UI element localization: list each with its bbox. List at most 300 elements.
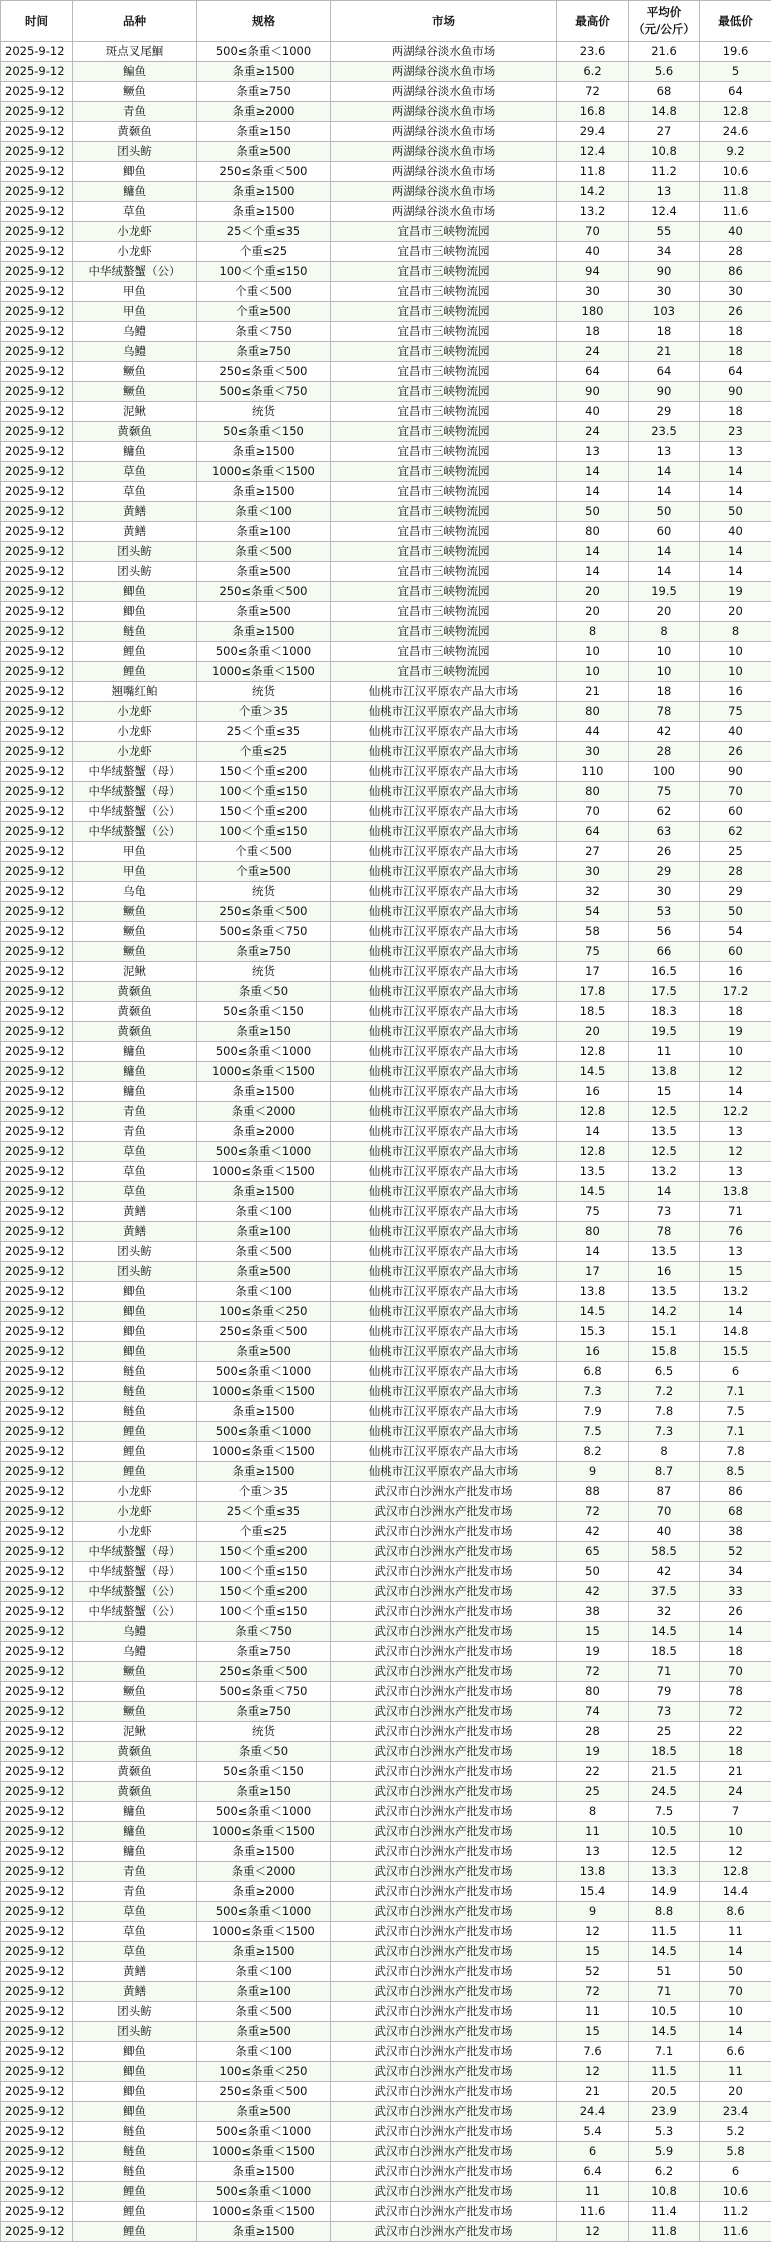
cell-max-price: 13.8: [557, 1862, 629, 1882]
cell-max-price: 21: [557, 682, 629, 702]
table-row: [1, 842, 771, 862]
cell-market: 武汉市白沙洲水产批发市场: [331, 1822, 557, 1842]
cell-min-price: 71: [700, 1202, 771, 1222]
cell-avg-price: 79: [629, 1682, 700, 1702]
cell-spec: 条重＜500: [197, 2002, 331, 2022]
table-row: [1, 1482, 771, 1502]
cell-max-price: 24.4: [557, 2102, 629, 2122]
cell-spec: 条重≥100: [197, 1222, 331, 1242]
table-row: [1, 1962, 771, 1982]
table-row: [1, 1182, 771, 1202]
cell-time: 2025-9-12: [1, 122, 73, 142]
table-row: [1, 1562, 771, 1582]
cell-market: 武汉市白沙洲水产批发市场: [331, 1782, 557, 1802]
cell-time: 2025-9-12: [1, 482, 73, 502]
cell-max-price: 30: [557, 282, 629, 302]
cell-min-price: 23: [700, 422, 771, 442]
cell-spec: 条重＜500: [197, 542, 331, 562]
cell-variety: 黄鳝: [73, 522, 197, 542]
cell-market: 仙桃市江汉平原农产品大市场: [331, 1362, 557, 1382]
table-row: [1, 1322, 771, 1342]
cell-spec: 100≤条重＜250: [197, 1302, 331, 1322]
table-row: [1, 1342, 771, 1362]
table-row: [1, 722, 771, 742]
cell-spec: 条重≥1500: [197, 482, 331, 502]
table-row: [1, 302, 771, 322]
cell-variety: 黄颡鱼: [73, 1022, 197, 1042]
cell-market: 仙桃市江汉平原农产品大市场: [331, 1302, 557, 1322]
cell-max-price: 14.5: [557, 1062, 629, 1082]
cell-time: 2025-9-12: [1, 1662, 73, 1682]
table-row: [1, 762, 771, 782]
cell-market: 仙桃市江汉平原农产品大市场: [331, 962, 557, 982]
cell-variety: 小龙虾: [73, 702, 197, 722]
cell-avg-price: 62: [629, 802, 700, 822]
cell-time: 2025-9-12: [1, 382, 73, 402]
cell-market: 武汉市白沙洲水产批发市场: [331, 2182, 557, 2202]
cell-min-price: 28: [700, 862, 771, 882]
cell-min-price: 14.8: [700, 1322, 771, 1342]
cell-time: 2025-9-12: [1, 422, 73, 442]
table-row: [1, 622, 771, 642]
cell-variety: 鳜鱼: [73, 1702, 197, 1722]
cell-avg-price: 18.5: [629, 1642, 700, 1662]
cell-variety: 鳜鱼: [73, 942, 197, 962]
table-row: [1, 1742, 771, 1762]
cell-min-price: 50: [700, 502, 771, 522]
cell-avg-price: 58.5: [629, 1542, 700, 1562]
cell-min-price: 52: [700, 1542, 771, 1562]
cell-avg-price: 30: [629, 282, 700, 302]
table-row: [1, 342, 771, 362]
cell-min-price: 60: [700, 802, 771, 822]
cell-spec: 条重＜750: [197, 1622, 331, 1642]
cell-avg-price: 64: [629, 362, 700, 382]
cell-variety: 乌鳢: [73, 1642, 197, 1662]
cell-variety: 鲫鱼: [73, 1282, 197, 1302]
cell-max-price: 9: [557, 1902, 629, 1922]
table-row: [1, 222, 771, 242]
cell-avg-price: 23.5: [629, 422, 700, 442]
cell-max-price: 80: [557, 702, 629, 722]
cell-market: 仙桃市江汉平原农产品大市场: [331, 982, 557, 1002]
cell-avg-price: 11.2: [629, 162, 700, 182]
cell-time: 2025-9-12: [1, 722, 73, 742]
cell-spec: 个重≤25: [197, 742, 331, 762]
cell-market: 宜昌市三峡物流园: [331, 442, 557, 462]
cell-variety: 鲤鱼: [73, 662, 197, 682]
cell-avg-price: 15: [629, 1082, 700, 1102]
cell-market: 仙桃市江汉平原农产品大市场: [331, 722, 557, 742]
cell-time: 2025-9-12: [1, 1942, 73, 1962]
cell-max-price: 14: [557, 562, 629, 582]
cell-time: 2025-9-12: [1, 1502, 73, 1522]
cell-spec: 条重≥500: [197, 2102, 331, 2122]
cell-max-price: 11: [557, 2182, 629, 2202]
cell-variety: 甲鱼: [73, 302, 197, 322]
cell-time: 2025-9-12: [1, 282, 73, 302]
cell-time: 2025-9-12: [1, 1462, 73, 1482]
table-row: [1, 2042, 771, 2062]
cell-spec: 条重＜100: [197, 2042, 331, 2062]
cell-variety: 鲢鱼: [73, 1402, 197, 1422]
cell-market: 武汉市白沙洲水产批发市场: [331, 1522, 557, 1542]
table-row: [1, 2162, 771, 2182]
table-row: [1, 382, 771, 402]
cell-spec: 25＜个重≤35: [197, 222, 331, 242]
cell-min-price: 12.8: [700, 1862, 771, 1882]
cell-avg-price: 14.9: [629, 1882, 700, 1902]
cell-max-price: 11.8: [557, 162, 629, 182]
cell-max-price: 12.4: [557, 142, 629, 162]
cell-market: 仙桃市江汉平原农产品大市场: [331, 1222, 557, 1242]
cell-avg-price: 14.5: [629, 1942, 700, 1962]
cell-min-price: 10: [700, 642, 771, 662]
cell-market: 仙桃市江汉平原农产品大市场: [331, 1122, 557, 1142]
cell-max-price: 65: [557, 1542, 629, 1562]
cell-variety: 鲤鱼: [73, 1422, 197, 1442]
cell-market: 仙桃市江汉平原农产品大市场: [331, 762, 557, 782]
cell-time: 2025-9-12: [1, 1202, 73, 1222]
cell-max-price: 52: [557, 1962, 629, 1982]
cell-max-price: 20: [557, 602, 629, 622]
table-row: [1, 1642, 771, 1662]
cell-time: 2025-9-12: [1, 2022, 73, 2042]
cell-variety: 草鱼: [73, 1162, 197, 1182]
cell-time: 2025-9-12: [1, 1682, 73, 1702]
cell-variety: 小龙虾: [73, 1502, 197, 1522]
cell-market: 两湖绿谷淡水鱼市场: [331, 102, 557, 122]
cell-min-price: 14: [700, 562, 771, 582]
cell-spec: 条重≥500: [197, 1262, 331, 1282]
cell-avg-price: 63: [629, 822, 700, 842]
cell-min-price: 7.8: [700, 1442, 771, 1462]
cell-min-price: 8: [700, 622, 771, 642]
cell-market: 仙桃市江汉平原农产品大市场: [331, 1022, 557, 1042]
cell-variety: 团头鲂: [73, 2022, 197, 2042]
cell-time: 2025-9-12: [1, 982, 73, 1002]
cell-variety: 泥鳅: [73, 962, 197, 982]
cell-spec: 500≤条重＜1000: [197, 1042, 331, 1062]
cell-time: 2025-9-12: [1, 1062, 73, 1082]
cell-max-price: 30: [557, 742, 629, 762]
header-avg-price-label: 平均价: [647, 5, 682, 19]
cell-max-price: 7.9: [557, 1402, 629, 1422]
cell-variety: 黄鳝: [73, 1222, 197, 1242]
cell-min-price: 25: [700, 842, 771, 862]
cell-min-price: 64: [700, 82, 771, 102]
cell-spec: 条重＜2000: [197, 1102, 331, 1122]
cell-min-price: 90: [700, 762, 771, 782]
cell-min-price: 75: [700, 702, 771, 722]
cell-spec: 1000≤条重＜1500: [197, 1922, 331, 1942]
cell-spec: 100≤条重＜250: [197, 2062, 331, 2082]
cell-max-price: 24: [557, 422, 629, 442]
cell-max-price: 13: [557, 1842, 629, 1862]
cell-min-price: 13.8: [700, 1182, 771, 1202]
cell-time: 2025-9-12: [1, 922, 73, 942]
cell-time: 2025-9-12: [1, 302, 73, 322]
cell-market: 武汉市白沙洲水产批发市场: [331, 1842, 557, 1862]
cell-variety: 小龙虾: [73, 1482, 197, 1502]
cell-avg-price: 12.5: [629, 1102, 700, 1122]
cell-min-price: 17.2: [700, 982, 771, 1002]
cell-max-price: 180: [557, 302, 629, 322]
cell-max-price: 8: [557, 1802, 629, 1822]
cell-variety: 团头鲂: [73, 1262, 197, 1282]
cell-avg-price: 14.5: [629, 1622, 700, 1642]
cell-min-price: 90: [700, 382, 771, 402]
cell-variety: 鲢鱼: [73, 2122, 197, 2142]
cell-min-price: 10.6: [700, 162, 771, 182]
cell-avg-price: 37.5: [629, 1582, 700, 1602]
cell-avg-price: 34: [629, 242, 700, 262]
cell-time: 2025-9-12: [1, 1822, 73, 1842]
cell-market: 武汉市白沙洲水产批发市场: [331, 1902, 557, 1922]
table-row: [1, 1542, 771, 1562]
cell-spec: 个重＜500: [197, 282, 331, 302]
table-row: [1, 42, 771, 62]
cell-min-price: 19.6: [700, 42, 771, 62]
cell-avg-price: 11: [629, 1042, 700, 1062]
cell-time: 2025-9-12: [1, 142, 73, 162]
table-row: [1, 122, 771, 142]
cell-min-price: 6: [700, 2162, 771, 2182]
cell-spec: 1000≤条重＜1500: [197, 662, 331, 682]
cell-min-price: 23.4: [700, 2102, 771, 2122]
cell-max-price: 10: [557, 642, 629, 662]
cell-min-price: 8.5: [700, 1462, 771, 1482]
cell-max-price: 13.2: [557, 202, 629, 222]
table-row: [1, 62, 771, 82]
cell-variety: 鲫鱼: [73, 162, 197, 182]
cell-spec: 条重≥150: [197, 1782, 331, 1802]
cell-time: 2025-9-12: [1, 2102, 73, 2122]
cell-avg-price: 18: [629, 322, 700, 342]
table-row: [1, 462, 771, 482]
cell-market: 两湖绿谷淡水鱼市场: [331, 202, 557, 222]
cell-avg-price: 11.8: [629, 2222, 700, 2242]
cell-variety: 草鱼: [73, 1182, 197, 1202]
cell-max-price: 12: [557, 1922, 629, 1942]
cell-time: 2025-9-12: [1, 242, 73, 262]
cell-min-price: 34: [700, 1562, 771, 1582]
cell-spec: 500≤条重＜1000: [197, 2122, 331, 2142]
cell-market: 宜昌市三峡物流园: [331, 422, 557, 442]
cell-max-price: 6.4: [557, 2162, 629, 2182]
cell-avg-price: 10: [629, 642, 700, 662]
cell-spec: 250≤条重＜500: [197, 162, 331, 182]
cell-time: 2025-9-12: [1, 1782, 73, 1802]
cell-market: 宜昌市三峡物流园: [331, 302, 557, 322]
cell-min-price: 30: [700, 282, 771, 302]
cell-variety: 黄颡鱼: [73, 982, 197, 1002]
cell-variety: 草鱼: [73, 1942, 197, 1962]
cell-spec: 50≤条重＜150: [197, 1002, 331, 1022]
cell-avg-price: 60: [629, 522, 700, 542]
cell-time: 2025-9-12: [1, 1762, 73, 1782]
cell-time: 2025-9-12: [1, 1862, 73, 1882]
cell-market: 仙桃市江汉平原农产品大市场: [331, 1102, 557, 1122]
cell-time: 2025-9-12: [1, 1522, 73, 1542]
table-row: [1, 522, 771, 542]
cell-spec: 1000≤条重＜1500: [197, 462, 331, 482]
cell-market: 仙桃市江汉平原农产品大市场: [331, 1262, 557, 1282]
cell-spec: 250≤条重＜500: [197, 902, 331, 922]
cell-max-price: 42: [557, 1582, 629, 1602]
cell-max-price: 7.3: [557, 1382, 629, 1402]
cell-avg-price: 78: [629, 1222, 700, 1242]
cell-spec: 250≤条重＜500: [197, 1662, 331, 1682]
cell-min-price: 6.6: [700, 2042, 771, 2062]
cell-time: 2025-9-12: [1, 2222, 73, 2242]
cell-max-price: 72: [557, 1662, 629, 1682]
cell-max-price: 5.4: [557, 2122, 629, 2142]
cell-max-price: 20: [557, 582, 629, 602]
cell-max-price: 64: [557, 362, 629, 382]
cell-variety: 草鱼: [73, 482, 197, 502]
cell-max-price: 72: [557, 82, 629, 102]
cell-variety: 黄颡鱼: [73, 422, 197, 442]
cell-min-price: 11: [700, 1922, 771, 1942]
table-row: [1, 1222, 771, 1242]
cell-spec: 条重＜50: [197, 982, 331, 1002]
cell-spec: 条重≥1500: [197, 2222, 331, 2242]
cell-min-price: 11.2: [700, 2202, 771, 2222]
cell-spec: 条重≥100: [197, 1982, 331, 2002]
cell-min-price: 14: [700, 542, 771, 562]
cell-min-price: 14: [700, 1302, 771, 1322]
cell-min-price: 12: [700, 1842, 771, 1862]
cell-spec: 25＜个重≤35: [197, 722, 331, 742]
cell-spec: 500≤条重＜1000: [197, 1422, 331, 1442]
cell-spec: 条重＜100: [197, 1202, 331, 1222]
cell-variety: 鲤鱼: [73, 1442, 197, 1462]
cell-min-price: 20: [700, 602, 771, 622]
cell-spec: 50≤条重＜150: [197, 422, 331, 442]
header-row: [1, 1, 771, 42]
cell-min-price: 60: [700, 942, 771, 962]
cell-variety: 鲢鱼: [73, 1362, 197, 1382]
cell-variety: 鳜鱼: [73, 1682, 197, 1702]
cell-min-price: 10: [700, 2002, 771, 2022]
cell-market: 武汉市白沙洲水产批发市场: [331, 1862, 557, 1882]
cell-variety: 中华绒螯蟹（公）: [73, 1602, 197, 1622]
cell-time: 2025-9-12: [1, 1982, 73, 2002]
cell-min-price: 12: [700, 1142, 771, 1162]
cell-market: 武汉市白沙洲水产批发市场: [331, 1802, 557, 1822]
cell-min-price: 26: [700, 1602, 771, 1622]
cell-variety: 中华绒螯蟹（母）: [73, 1542, 197, 1562]
cell-variety: 黄鳝: [73, 502, 197, 522]
cell-time: 2025-9-12: [1, 962, 73, 982]
cell-spec: 条重≥1500: [197, 2162, 331, 2182]
cell-spec: 500≤条重＜1000: [197, 1362, 331, 1382]
cell-market: 宜昌市三峡物流园: [331, 562, 557, 582]
cell-avg-price: 29: [629, 862, 700, 882]
cell-market: 仙桃市江汉平原农产品大市场: [331, 782, 557, 802]
cell-max-price: 23.6: [557, 42, 629, 62]
cell-min-price: 5.8: [700, 2142, 771, 2162]
table-row: [1, 502, 771, 522]
table-row: [1, 1622, 771, 1642]
cell-variety: 中华绒螯蟹（母）: [73, 782, 197, 802]
cell-variety: 小龙虾: [73, 242, 197, 262]
cell-market: 宜昌市三峡物流园: [331, 482, 557, 502]
cell-variety: 鳙鱼: [73, 442, 197, 462]
cell-variety: 鳙鱼: [73, 1082, 197, 1102]
cell-min-price: 7.1: [700, 1422, 771, 1442]
cell-market: 武汉市白沙洲水产批发市场: [331, 1562, 557, 1582]
cell-avg-price: 8: [629, 622, 700, 642]
cell-market: 宜昌市三峡物流园: [331, 282, 557, 302]
cell-variety: 小龙虾: [73, 722, 197, 742]
cell-avg-price: 71: [629, 1662, 700, 1682]
cell-spec: 个重＜500: [197, 842, 331, 862]
cell-time: 2025-9-12: [1, 1582, 73, 1602]
table-row: [1, 1042, 771, 1062]
header-min-price: 最低价: [700, 1, 771, 42]
cell-spec: 条重＜500: [197, 1242, 331, 1262]
table-row: [1, 1922, 771, 1942]
cell-avg-price: 14.8: [629, 102, 700, 122]
cell-max-price: 72: [557, 1502, 629, 1522]
cell-spec: 500≤条重＜1000: [197, 1902, 331, 1922]
cell-max-price: 70: [557, 222, 629, 242]
cell-time: 2025-9-12: [1, 2062, 73, 2082]
table-row: [1, 2002, 771, 2022]
cell-variety: 小龙虾: [73, 1522, 197, 1542]
cell-time: 2025-9-12: [1, 1422, 73, 1442]
cell-avg-price: 42: [629, 1562, 700, 1582]
cell-avg-price: 7.3: [629, 1422, 700, 1442]
cell-spec: 条重≥1500: [197, 62, 331, 82]
table-row: [1, 1002, 771, 1022]
cell-time: 2025-9-12: [1, 662, 73, 682]
cell-max-price: 16: [557, 1342, 629, 1362]
cell-spec: 250≤条重＜500: [197, 2082, 331, 2102]
cell-avg-price: 23.9: [629, 2102, 700, 2122]
cell-market: 宜昌市三峡物流园: [331, 242, 557, 262]
cell-time: 2025-9-12: [1, 1142, 73, 1162]
cell-avg-price: 30: [629, 882, 700, 902]
cell-spec: 1000≤条重＜1500: [197, 1162, 331, 1182]
table-row: [1, 1402, 771, 1422]
cell-min-price: 12.8: [700, 102, 771, 122]
cell-market: 宜昌市三峡物流园: [331, 342, 557, 362]
cell-time: 2025-9-12: [1, 2142, 73, 2162]
cell-spec: 条重≥1500: [197, 1942, 331, 1962]
cell-min-price: 18: [700, 342, 771, 362]
cell-variety: 鲢鱼: [73, 1382, 197, 1402]
table-row: [1, 1102, 771, 1122]
cell-spec: 150＜个重≤200: [197, 762, 331, 782]
cell-max-price: 88: [557, 1482, 629, 1502]
cell-max-price: 12: [557, 2062, 629, 2082]
cell-avg-price: 19.5: [629, 1022, 700, 1042]
cell-variety: 鳜鱼: [73, 922, 197, 942]
cell-time: 2025-9-12: [1, 442, 73, 462]
cell-avg-price: 5.9: [629, 2142, 700, 2162]
cell-avg-price: 10: [629, 662, 700, 682]
cell-time: 2025-9-12: [1, 1282, 73, 1302]
cell-variety: 鲤鱼: [73, 2182, 197, 2202]
cell-variety: 中华绒螯蟹（公）: [73, 822, 197, 842]
cell-min-price: 16: [700, 962, 771, 982]
cell-min-price: 19: [700, 1022, 771, 1042]
cell-spec: 150＜个重≤200: [197, 802, 331, 822]
cell-max-price: 80: [557, 782, 629, 802]
